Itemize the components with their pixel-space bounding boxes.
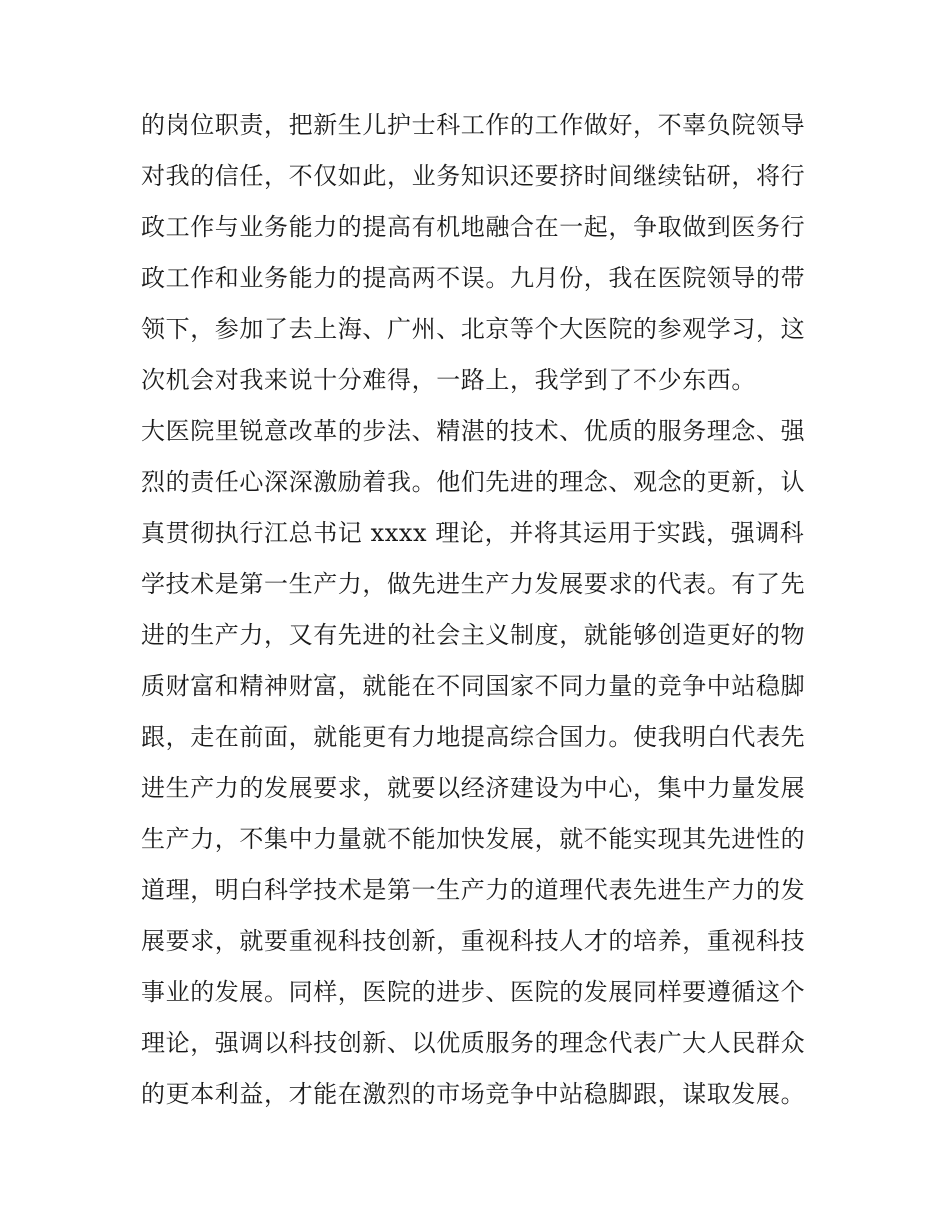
text-line: 道理，明白科学技术是第一生产力的道理代表先进生产力的发 bbox=[141, 876, 806, 904]
text-line: 事业的发展。同样，医院的进步、医院的发展同样要遵循这个 bbox=[141, 978, 806, 1006]
text-line: 领下，参加了去上海、广州、北京等个大医院的参观学习，这 bbox=[141, 315, 806, 343]
text-line: 质财富和精神财富，就能在不同国家不同力量的竞争中站稳脚 bbox=[141, 672, 806, 700]
text-line: 进生产力的发展要求，就要以经济建设为中心，集中力量发展 bbox=[141, 774, 806, 802]
text-line: 跟，走在前面，就能更有力地提高综合国力。使我明白代表先 bbox=[141, 723, 806, 751]
text-line: 生产力，不集中力量就不能加快发展，就不能实现其先进性的 bbox=[141, 825, 806, 853]
text-line: 的更本利益，才能在激烈的市场竞争中站稳脚跟，谋取发展。 bbox=[141, 1080, 806, 1108]
text-line: 政工作与业务能力的提高有机地融合在一起，争取做到医务行 bbox=[141, 213, 806, 241]
text-line: 大医院里锐意改革的步法、精湛的技术、优质的服务理念、强 bbox=[141, 417, 806, 445]
text-line: 理论，强调以科技创新、以优质服务的理念代表广大人民群众 bbox=[141, 1029, 806, 1057]
text-line: 次机会对我来说十分难得，一路上，我学到了不少东西。 bbox=[141, 366, 756, 394]
text-line: 展要求，就要重视科技创新，重视科技人才的培养，重视科技 bbox=[141, 927, 806, 955]
text-line: 烈的责任心深深激励着我。他们先进的理念、观念的更新，认 bbox=[141, 468, 806, 496]
text-line: 对我的信任，不仅如此，业务知识还要挤时间继续钻研，将行 bbox=[141, 162, 806, 190]
text-line: 的岗位职责，把新生儿护士科工作的工作做好，不辜负院领导 bbox=[141, 111, 806, 139]
body-text bbox=[141, 100, 821, 1120]
text-line: 政工作和业务能力的提高两不误。九月份，我在医院领导的带 bbox=[141, 264, 806, 292]
text-line: 真贯彻执行江总书记 xxxx 理论，并将其运用于实践，强调科 bbox=[141, 519, 805, 547]
text-line: 学技术是第一生产力，做先进生产力发展要求的代表。有了先 bbox=[141, 570, 806, 598]
text-line: 进的生产力，又有先进的社会主义制度，就能够创造更好的物 bbox=[141, 621, 806, 649]
